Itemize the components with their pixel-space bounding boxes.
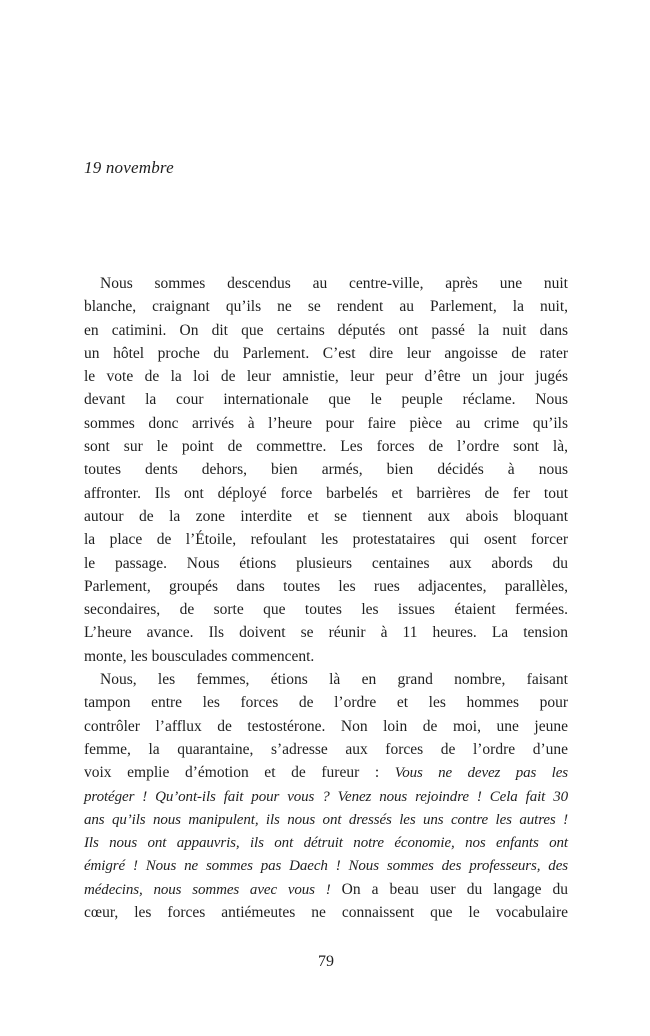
text-line <box>84 295 568 318</box>
italic-text-run: émigré ! Nous ne sommes pas Daech ! Nous sommes des professeurs, des <box>84 858 568 875</box>
text-run: Parlement, groupés dans toutes les rues adjacentes, parallèles, <box>84 577 568 595</box>
paragraph <box>84 272 568 668</box>
text-line <box>84 831 568 854</box>
text-line <box>84 854 568 877</box>
text-run: blanche, craignant qu’ils ne se rendent au Parlement, la nuit, <box>84 298 568 316</box>
text-line <box>84 785 568 808</box>
text-run: autour de la zone interdite et se tiennent aux abois bloquant <box>84 507 568 525</box>
text-run: cœur, les forces antiémeutes ne connaissent que le vocabulaire <box>84 904 568 922</box>
paragraph <box>84 668 568 924</box>
text-run: contrôler l’afflux de testostérone. Non loin de moi, une jeune <box>84 717 568 735</box>
text-run: devant la cour internationale que le peuple réclame. Nous <box>84 391 568 409</box>
text-line <box>84 505 568 528</box>
text-line <box>84 691 568 714</box>
date-header: 19 novembre <box>84 158 174 177</box>
text-line <box>84 598 568 621</box>
text-line <box>84 621 568 644</box>
text-line <box>84 901 568 924</box>
text-run: Nous, les femmes, étions là en grand nombre, faisant <box>100 671 568 689</box>
body-text <box>84 272 568 924</box>
italic-text-run: Vous ne devez pas les <box>394 765 568 782</box>
text-line <box>84 319 568 342</box>
text-line <box>84 365 568 388</box>
text-line <box>84 552 568 575</box>
italic-text-run: médecins, nous sommes avec vous ! <box>84 881 331 898</box>
text-line <box>84 761 568 784</box>
text-line <box>84 575 568 598</box>
text-run: L’heure avance. Ils doivent se réunir à 11 heures. La tension <box>84 624 568 642</box>
text-line <box>84 738 568 761</box>
text-line <box>84 388 568 411</box>
text-run: tampon entre les forces de l’ordre et les hommes pour <box>84 694 568 712</box>
text-run: la place de l’Étoile, refoulant les protestataires qui osent forcer <box>84 531 568 549</box>
text-run: le passage. Nous étions plusieurs centaines aux abords du <box>84 554 568 572</box>
italic-text-run: Ils nous ont appauvris, ils ont détruit notre économie, nos enfants ont <box>84 835 568 852</box>
text-line <box>84 435 568 458</box>
text-line <box>84 528 568 551</box>
text-run: sommes donc arrivés à l’heure pour faire pièce au crime qu’ils <box>84 414 568 432</box>
text-run: en catimini. On dit que certains députés ont passé la nuit dans <box>84 321 568 339</box>
text-line <box>84 482 568 505</box>
text-run: le vote de la loi de leur amnistie, leur peur d’être un jour jugés <box>84 368 568 386</box>
text-line <box>84 645 568 668</box>
italic-text-run: protéger ! Qu’ont-ils fait pour vous ? Venez nous rejoindre ! Cela fait 30 <box>84 788 568 805</box>
page-number: 79 <box>318 953 334 970</box>
text-line <box>84 715 568 738</box>
text-run: sont sur le point de commettre. Les forces de l’ordre sont là, <box>84 438 568 456</box>
text-run: monte, les bousculades commencent. <box>84 647 315 665</box>
text-line <box>84 342 568 365</box>
text-line <box>84 808 568 831</box>
text-run: voix emplie d’émotion et de fureur : <box>84 764 395 782</box>
italic-text-run: ans qu’ils nous manipulent, ils nous ont dressés les uns contre les autres ! <box>84 811 568 828</box>
text-run: femme, la quarantaine, s’adresse aux forces de l’ordre d’une <box>84 740 568 758</box>
text-line <box>84 878 568 901</box>
text-run: secondaires, de sorte que toutes les issues étaient fermées. <box>84 601 568 619</box>
text-run: On a beau user du langage du <box>330 880 568 898</box>
text-run: toutes dents dehors, bien armés, bien décidés à nous <box>84 461 568 479</box>
text-run: affronter. Ils ont déployé force barbelés et barrières de fer tout <box>84 484 568 502</box>
text-run: un hôtel proche du Parlement. C’est dire leur angoisse de rater <box>84 344 568 362</box>
text-line <box>84 412 568 435</box>
text-line <box>84 668 568 691</box>
text-line <box>84 458 568 481</box>
text-run: Nous sommes descendus au centre-ville, après une nuit <box>100 275 568 292</box>
text-line <box>84 272 568 295</box>
